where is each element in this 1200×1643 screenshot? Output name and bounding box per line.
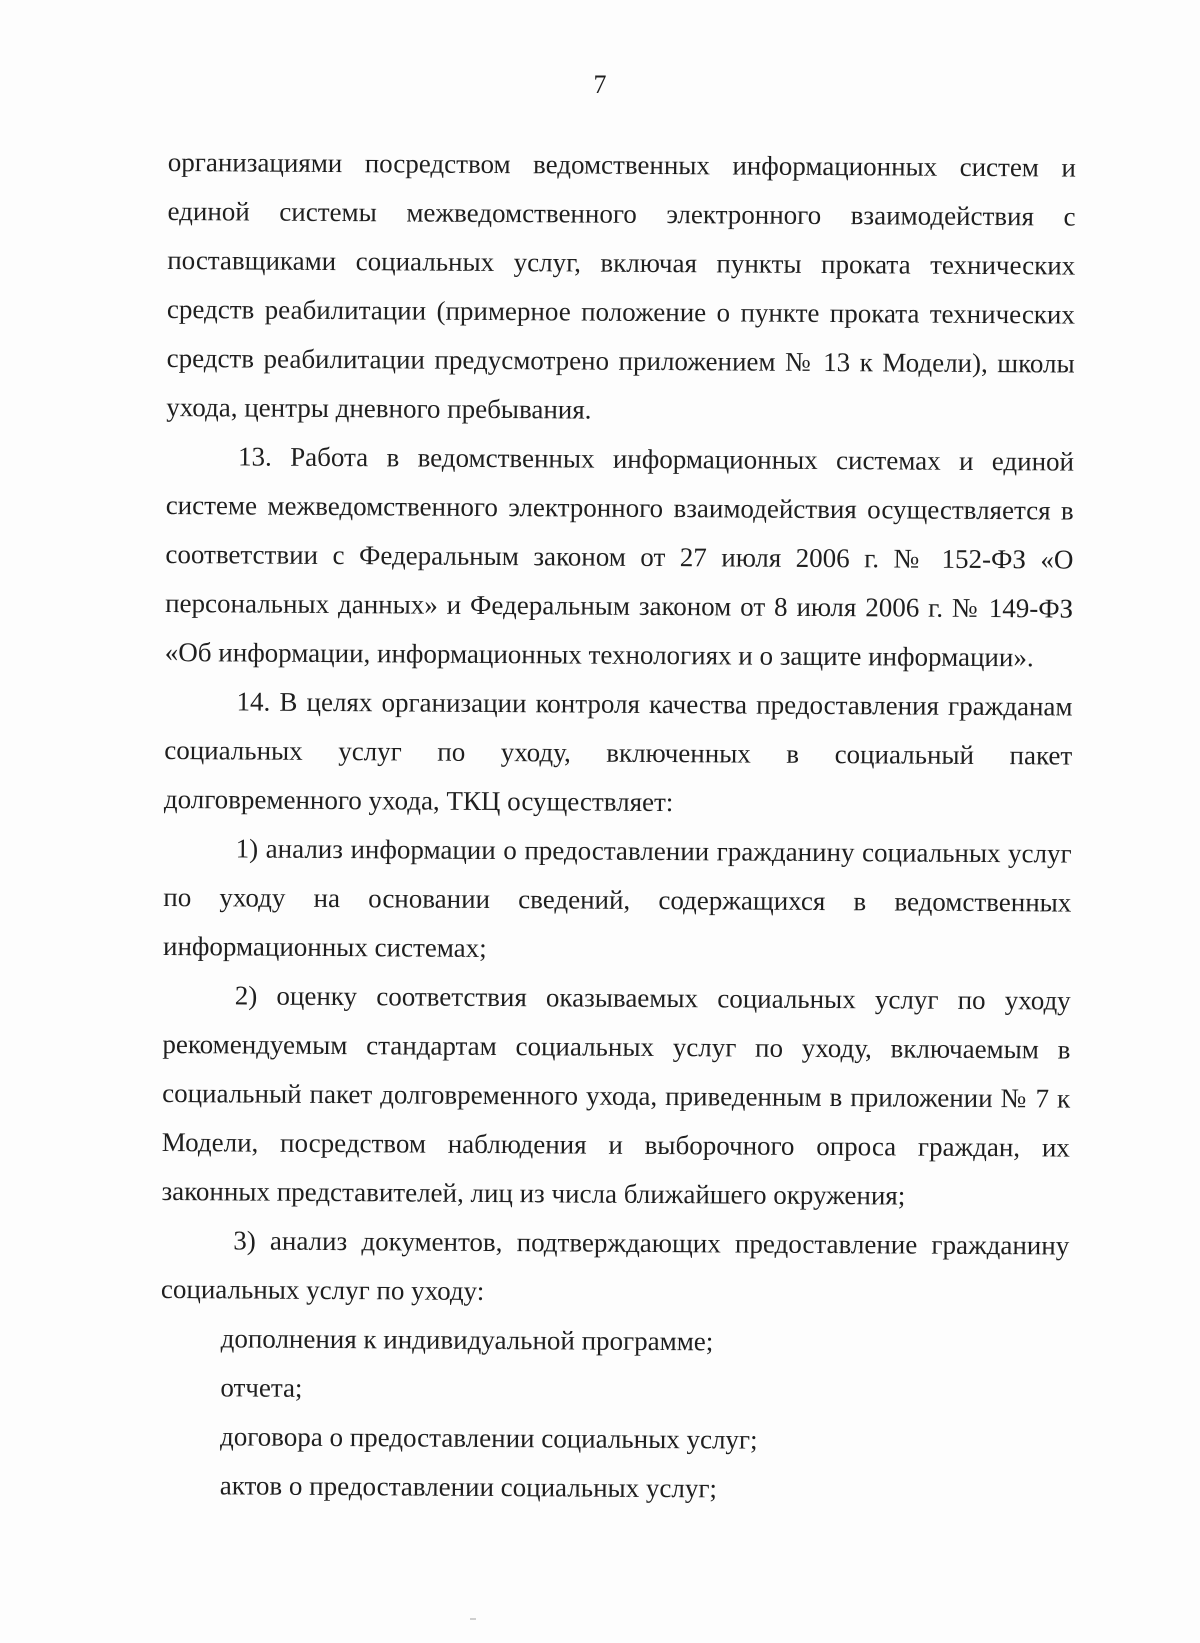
- paragraph-13: 13. Работа в ведомственных информационных системах и единой системе межведомственного электронного взаимодействия осуществляется в соответствии с Федеральным законом от 27 июля 2006 г. № 152-ФЗ «О персональных данных» и Федеральным законом от 8 июля 2006 г. № 149-ФЗ «Об информации, информационных технологиях и о защите информации».: [164, 441, 1075, 673]
- subitem-3: 3) анализ документов, подтверждающих предоставление гражданину социальных услуг по уходу:: [160, 1225, 1070, 1306]
- paragraph-continuation: организациями посредством ведомственных информационных систем и единой системы межведомственного электронного взаимодействия с поставщиками социальных услуг, включая пункты проката технических средств реабилитации (примерное положение о пункте проката технических средств реабилитации предусмотрено приложением № 13 к Модели), школы ухода, центры дневного пребывания.: [166, 146, 1076, 425]
- document-list-item: актов о предоставлении социальных услуг;: [219, 1470, 718, 1504]
- document-list-item: отчета;: [220, 1372, 303, 1403]
- subitem-1: 1) анализ информации о предоставлении гражданину социальных услуг по уходу на основании сведений, содержащихся в ведомственных информационных системах;: [162, 833, 1072, 963]
- page-number: 7: [593, 70, 607, 99]
- document-list-item: договора о предоставлении социальных услуг;: [219, 1421, 758, 1455]
- document-body: [160, 138, 1076, 1516]
- document-list-item: дополнения к индивидуальной программе;: [220, 1323, 714, 1357]
- subitem-2: 2) оценку соответствия оказываемых социальных услуг по уходу рекомендуемым стандартам социальных услуг по уходу, включаемым в социальный пакет долговременного ухода, приведенным в приложении № 7 к Модели, посредством наблюдения и выборочного опроса граждан, их законных представителей, лиц из числа ближайшего окружения;: [161, 980, 1071, 1211]
- paragraph-14: 14. В целях организации контроля качества предоставления гражданам социальных услуг по уходу, включенных в социальный пакет долговременного ухода, ТКЦ осуществляет:: [163, 686, 1073, 818]
- scan-speck: [470, 1618, 476, 1620]
